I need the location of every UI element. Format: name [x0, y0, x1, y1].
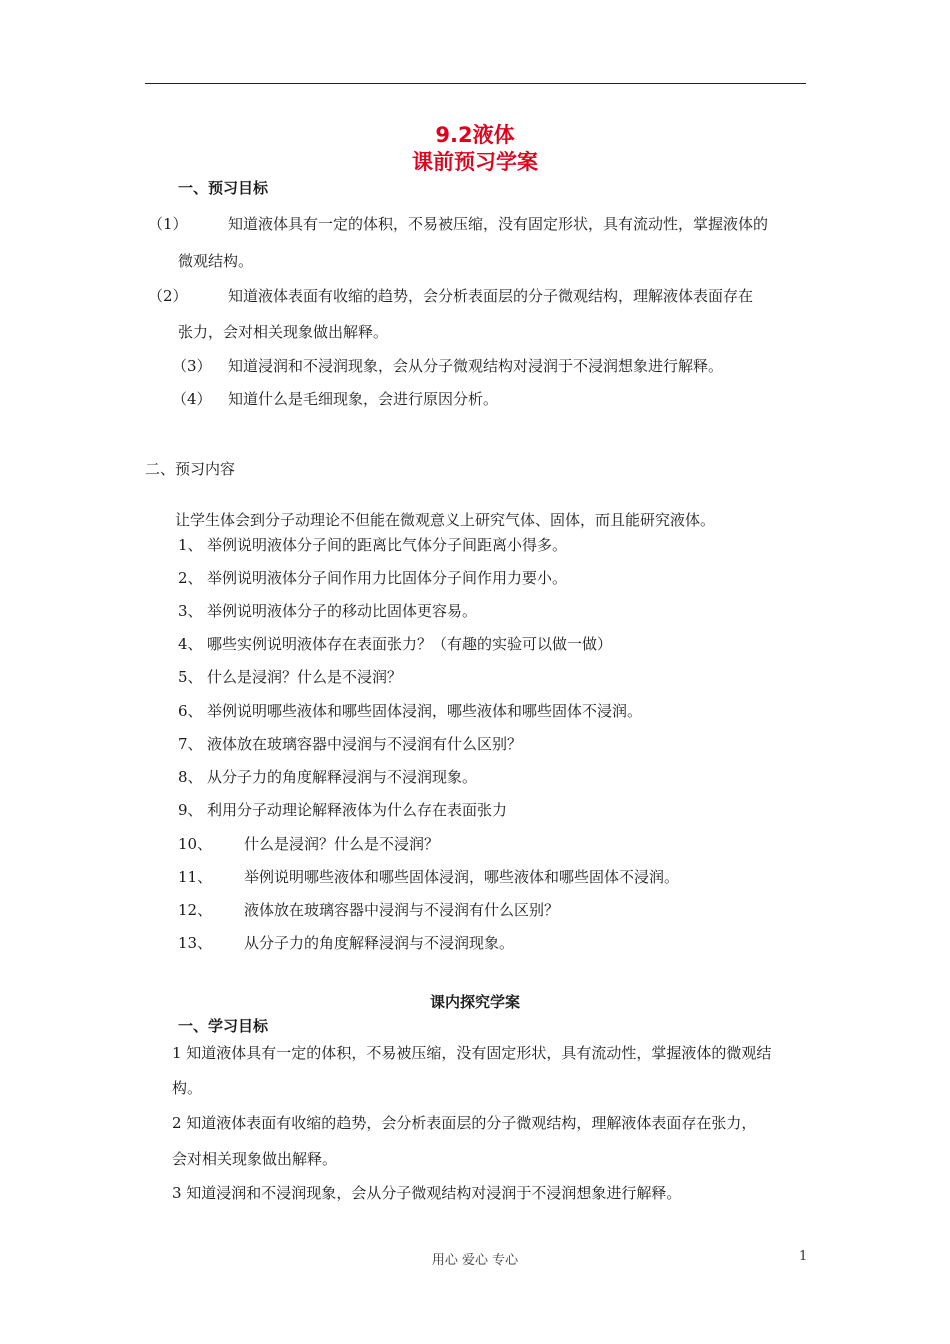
- goal-3-num: （3）: [172, 357, 212, 375]
- goal-4-text: 知道什么是毛细现象，会进行原因分析。: [228, 390, 499, 408]
- content-item-7-num: 7、: [178, 735, 203, 753]
- content-item-7-text: 液体放在玻璃容器中浸润与不浸润有什么区别？: [207, 735, 523, 753]
- content-item-1-text: 举例说明液体分子间的距离比气体分子间距离小得多。: [207, 536, 568, 554]
- inclass-goals-heading: 一、学习目标: [178, 1017, 269, 1035]
- goal-1-num: （1）: [148, 215, 188, 233]
- content-item-13-text: 从分子力的角度解释浸润与不浸润现象。: [244, 934, 515, 952]
- preview-content-heading: 二、预习内容: [145, 460, 236, 478]
- inclass-goal-2-cont: 会对相关现象做出解释。: [172, 1150, 338, 1168]
- content-item-6-text: 举例说明哪些液体和哪些固体浸润，哪些液体和哪些固体不浸润。: [207, 702, 643, 720]
- document-title: 9.2液体: [435, 123, 515, 147]
- header-rule: [145, 83, 806, 84]
- footer-motto: 用心 爱心 专心: [431, 1253, 519, 1268]
- goal-2-text: 知道液体表面有收缩的趋势，会分析表面层的分子微观结构，理解液体表面存在: [228, 287, 754, 305]
- content-item-11-num: 11、: [178, 868, 213, 886]
- content-item-10-num: 10、: [178, 835, 213, 853]
- content-item-11-text: 举例说明哪些液体和哪些固体浸润，哪些液体和哪些固体不浸润。: [244, 868, 680, 886]
- preview-goals-heading: 一、预习目标: [178, 179, 269, 197]
- goal-1-text-cont: 微观结构。: [178, 252, 254, 270]
- content-item-5-num: 5、: [178, 668, 203, 686]
- preview-content-intro: 让学生体会到分子动理论不但能在微观意义上研究气体、固体，而且能研究液体。: [175, 511, 716, 529]
- content-item-8-num: 8、: [178, 768, 203, 786]
- goal-4-num: （4）: [172, 390, 212, 408]
- content-item-12-num: 12、: [178, 901, 213, 919]
- document-subtitle: 课前预习学案: [412, 150, 538, 174]
- content-item-6-num: 6、: [178, 702, 203, 720]
- content-item-1-num: 1、: [178, 536, 203, 554]
- content-item-4-text: 哪些实例说明液体存在表面张力？（有趣的实验可以做一做）: [207, 635, 613, 653]
- content-item-12-text: 液体放在玻璃容器中浸润与不浸润有什么区别？: [244, 901, 560, 919]
- content-item-2-num: 2、: [178, 569, 203, 587]
- content-item-8-text: 从分子力的角度解释浸润与不浸润现象。: [207, 768, 478, 786]
- goal-3-text: 知道浸润和不浸润现象，会从分子微观结构对浸润于不浸润想象进行解释。: [228, 357, 724, 375]
- content-item-2-text: 举例说明液体分子间作用力比固体分子间作用力要小。: [207, 569, 568, 587]
- goal-1-text: 知道液体具有一定的体积，不易被压缩，没有固定形状，具有流动性，掌握液体的: [228, 215, 769, 233]
- content-item-4-num: 4、: [178, 635, 203, 653]
- inclass-goal-1: 1 知道液体具有一定的体积，不易被压缩，没有固定形状，具有流动性，掌握液体的微观结: [172, 1044, 772, 1062]
- content-item-9-text: 利用分子动理论解释液体为什么存在表面张力: [207, 801, 508, 819]
- inclass-goal-2: 2 知道液体表面有收缩的趋势，会分析表面层的分子微观结构，理解液体表面存在张力，: [172, 1114, 757, 1132]
- page-number: 1: [799, 1249, 808, 1264]
- goal-2-text-cont: 张力，会对相关现象做出解释。: [178, 323, 389, 341]
- content-item-3-num: 3、: [178, 602, 203, 620]
- inclass-goal-3: 3 知道浸润和不浸润现象，会从分子微观结构对浸润于不浸润想象进行解释。: [172, 1184, 682, 1202]
- goal-2-num: （2）: [148, 287, 188, 305]
- content-item-13-num: 13、: [178, 934, 213, 952]
- inclass-title: 课内探究学案: [429, 993, 520, 1011]
- content-item-3-text: 举例说明液体分子的移动比固体更容易。: [207, 602, 478, 620]
- content-item-9-num: 9、: [178, 801, 203, 819]
- inclass-goal-1-cont: 构。: [172, 1079, 203, 1097]
- content-item-5-text: 什么是浸润？什么是不浸润？: [207, 668, 403, 686]
- content-item-10-text: 什么是浸润？什么是不浸润？: [244, 835, 440, 853]
